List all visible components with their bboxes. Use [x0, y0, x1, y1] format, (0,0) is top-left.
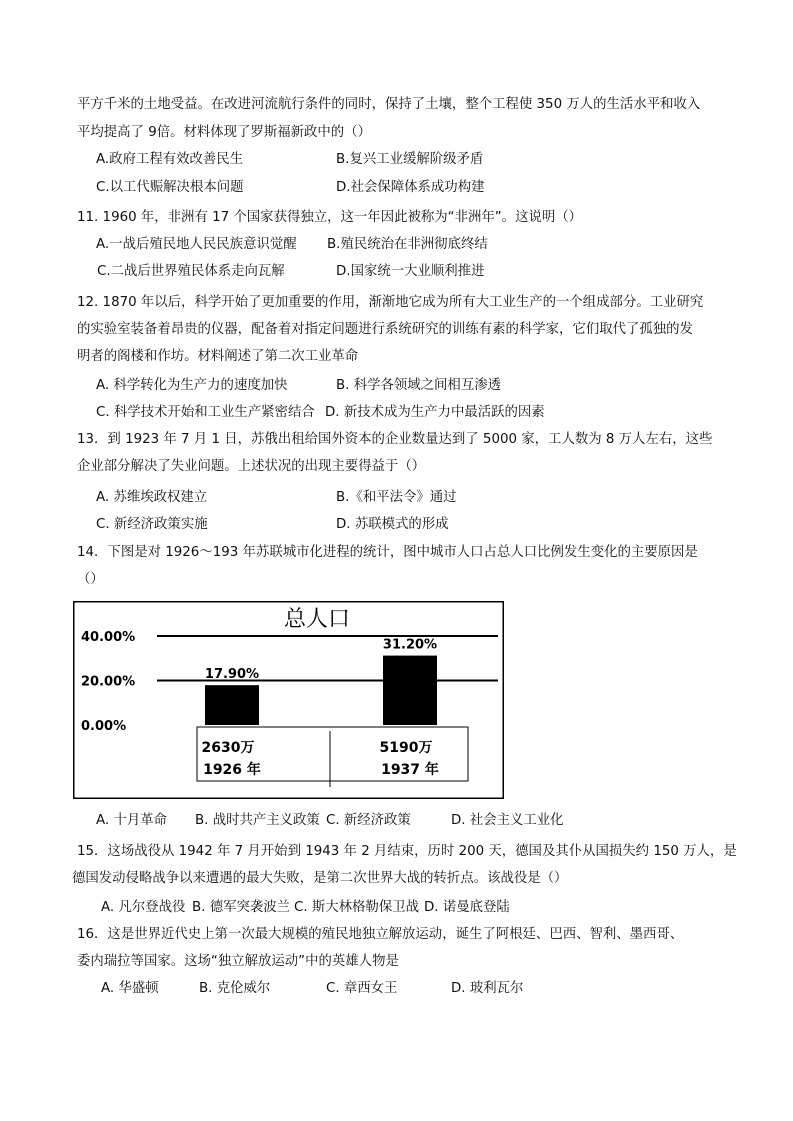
q14-option-c: C. 新经济政策 — [326, 813, 411, 828]
q15-line-2: 德国发动侵略战争以来遭遇的最大失败，是第二次世界大战的转折点。该战役是（） — [72, 871, 568, 886]
q13-option-b: B.《和平法令》通过 — [336, 490, 457, 505]
q11-option-c: C.二战后世界殖民体系走向瓦解 — [97, 264, 285, 279]
q16-line-2: 委内瑞拉等国家。这场“独立解放运动”中的英雄人物是 — [77, 954, 399, 969]
category-year-label: 1926 年 — [203, 762, 261, 778]
q13-option-c: C. 新经济政策实施 — [96, 517, 208, 532]
q10-option-c: C.以工代赈解决根本问题 — [96, 180, 244, 195]
q12-line-3: 明者的阁楼和作坊。材料阐述了第二次工业革命 — [77, 349, 359, 364]
bar — [383, 656, 437, 725]
category-population-label: 2630万 — [201, 740, 255, 756]
urban-population-chart — [73, 601, 504, 799]
q16-option-a: A. 华盛顿 — [101, 981, 159, 996]
chart-title: 总人口 — [283, 607, 351, 632]
q11-stem: 11. 1960 年，非洲有 17 个国家获得独立，这一年因此被称为“非洲年”。这说明（） — [77, 210, 583, 225]
bar-data-label: 17.90% — [204, 667, 260, 683]
y-tick-label: 20.00% — [81, 674, 136, 690]
y-tick-label: 40.00% — [81, 630, 136, 645]
bar — [205, 685, 259, 725]
category-population-label: 5190万 — [379, 740, 433, 756]
q13-line-1: 13．到 1923 年 7 月 1 日，苏俄出租给国外资本的企业数量达到了 5000 家，工人数为 8 万人左右，这些 — [77, 432, 713, 447]
q12-option-d: D. 新技术成为生产力中最活跃的因素 — [325, 405, 545, 420]
q15-option-b: B. 德军突袭波兰 — [192, 900, 291, 915]
q12-option-b: B. 科学各领域之间相互渗透 — [336, 378, 501, 393]
q12-line-2: 的实验室装备着昂贵的仪器，配备着对指定问题进行系统研究的训练有素的科学家，它们取代了孤独的发 — [77, 322, 693, 337]
q13-line-2: 企业部分解决了失业问题。上述状况的出现主要得益于（） — [77, 459, 426, 474]
q10-line-2: 平均提高了 9倍。材料体现了罗斯福新政中的（） — [77, 125, 371, 140]
category-year-label: 1937 年 — [381, 762, 439, 778]
q15-option-d: D. 诺曼底登陆 — [424, 900, 510, 915]
q15-line-1: 15．这场战役从 1942 年 7 月开始到 1943 年 2 月结束，历时 200 天，德国及其仆从国损失约 150 万人，是 — [77, 844, 737, 859]
q11-option-b: B.殖民统治在非洲彻底终结 — [327, 237, 488, 252]
q12-option-c: C. 科学技术开始和工业生产紧密结合 — [96, 405, 315, 420]
q14-option-d: D. 社会主义工业化 — [451, 813, 564, 828]
q16-option-b: B. 克伦威尔 — [199, 981, 271, 996]
q13-option-d: D. 苏联模式的形成 — [336, 517, 449, 532]
q14-option-b: B. 战时共产主义政策 — [195, 813, 320, 828]
q10-line-1: 平方千米的土地受益。在改进河流航行条件的同时，保持了土壤，整个工程使 350 万人的生活水平和收入 — [77, 97, 701, 112]
q10-option-d: D.社会保障体系成功构建 — [336, 180, 485, 195]
q14-option-a: A. 十月革命 — [96, 813, 167, 828]
q16-line-1: 16．这是世界近代史上第一次最大规模的殖民地独立解放运动，诞生了阿根廷、巴西、智利、墨西哥、 — [77, 927, 684, 942]
q11-option-d: D.国家统一大业顺利推进 — [336, 264, 485, 279]
q10-option-b: B.复兴工业缓解阶级矛盾 — [336, 152, 484, 167]
q13-option-a: A. 苏维埃政权建立 — [96, 490, 208, 505]
q16-option-d: D. 玻利瓦尔 — [451, 981, 524, 996]
q14-line-2: （） — [77, 572, 104, 587]
q12-option-a: A. 科学转化为生产力的速度加快 — [96, 378, 288, 393]
q15-option-a: A. 凡尔登战役 — [101, 900, 186, 915]
q16-option-c: C. 章西女王 — [326, 981, 398, 996]
q15-option-c: C. 斯大林格勒保卫战 — [294, 900, 419, 915]
q14-line-1: 14．下图是对 1926～193 年苏联城市化进程的统计，图中城市人口占总人口比例发生变化的主要原因是 — [77, 545, 698, 560]
y-tick-label: 0.00% — [81, 719, 127, 734]
chart-bars — [205, 656, 437, 725]
q12-line-1: 12. 1870 年以后，科学开始了更加重要的作用，渐渐地它成为所有大工业生产的一个组成部分。工业研究 — [77, 295, 704, 310]
bar-data-label: 31.20% — [382, 637, 438, 653]
q10-option-a: A.政府工程有效改善民生 — [96, 152, 244, 167]
chart-y-ticks — [81, 630, 135, 734]
q11-option-a: A.一战后殖民地人民民族意识觉醒 — [96, 237, 297, 252]
